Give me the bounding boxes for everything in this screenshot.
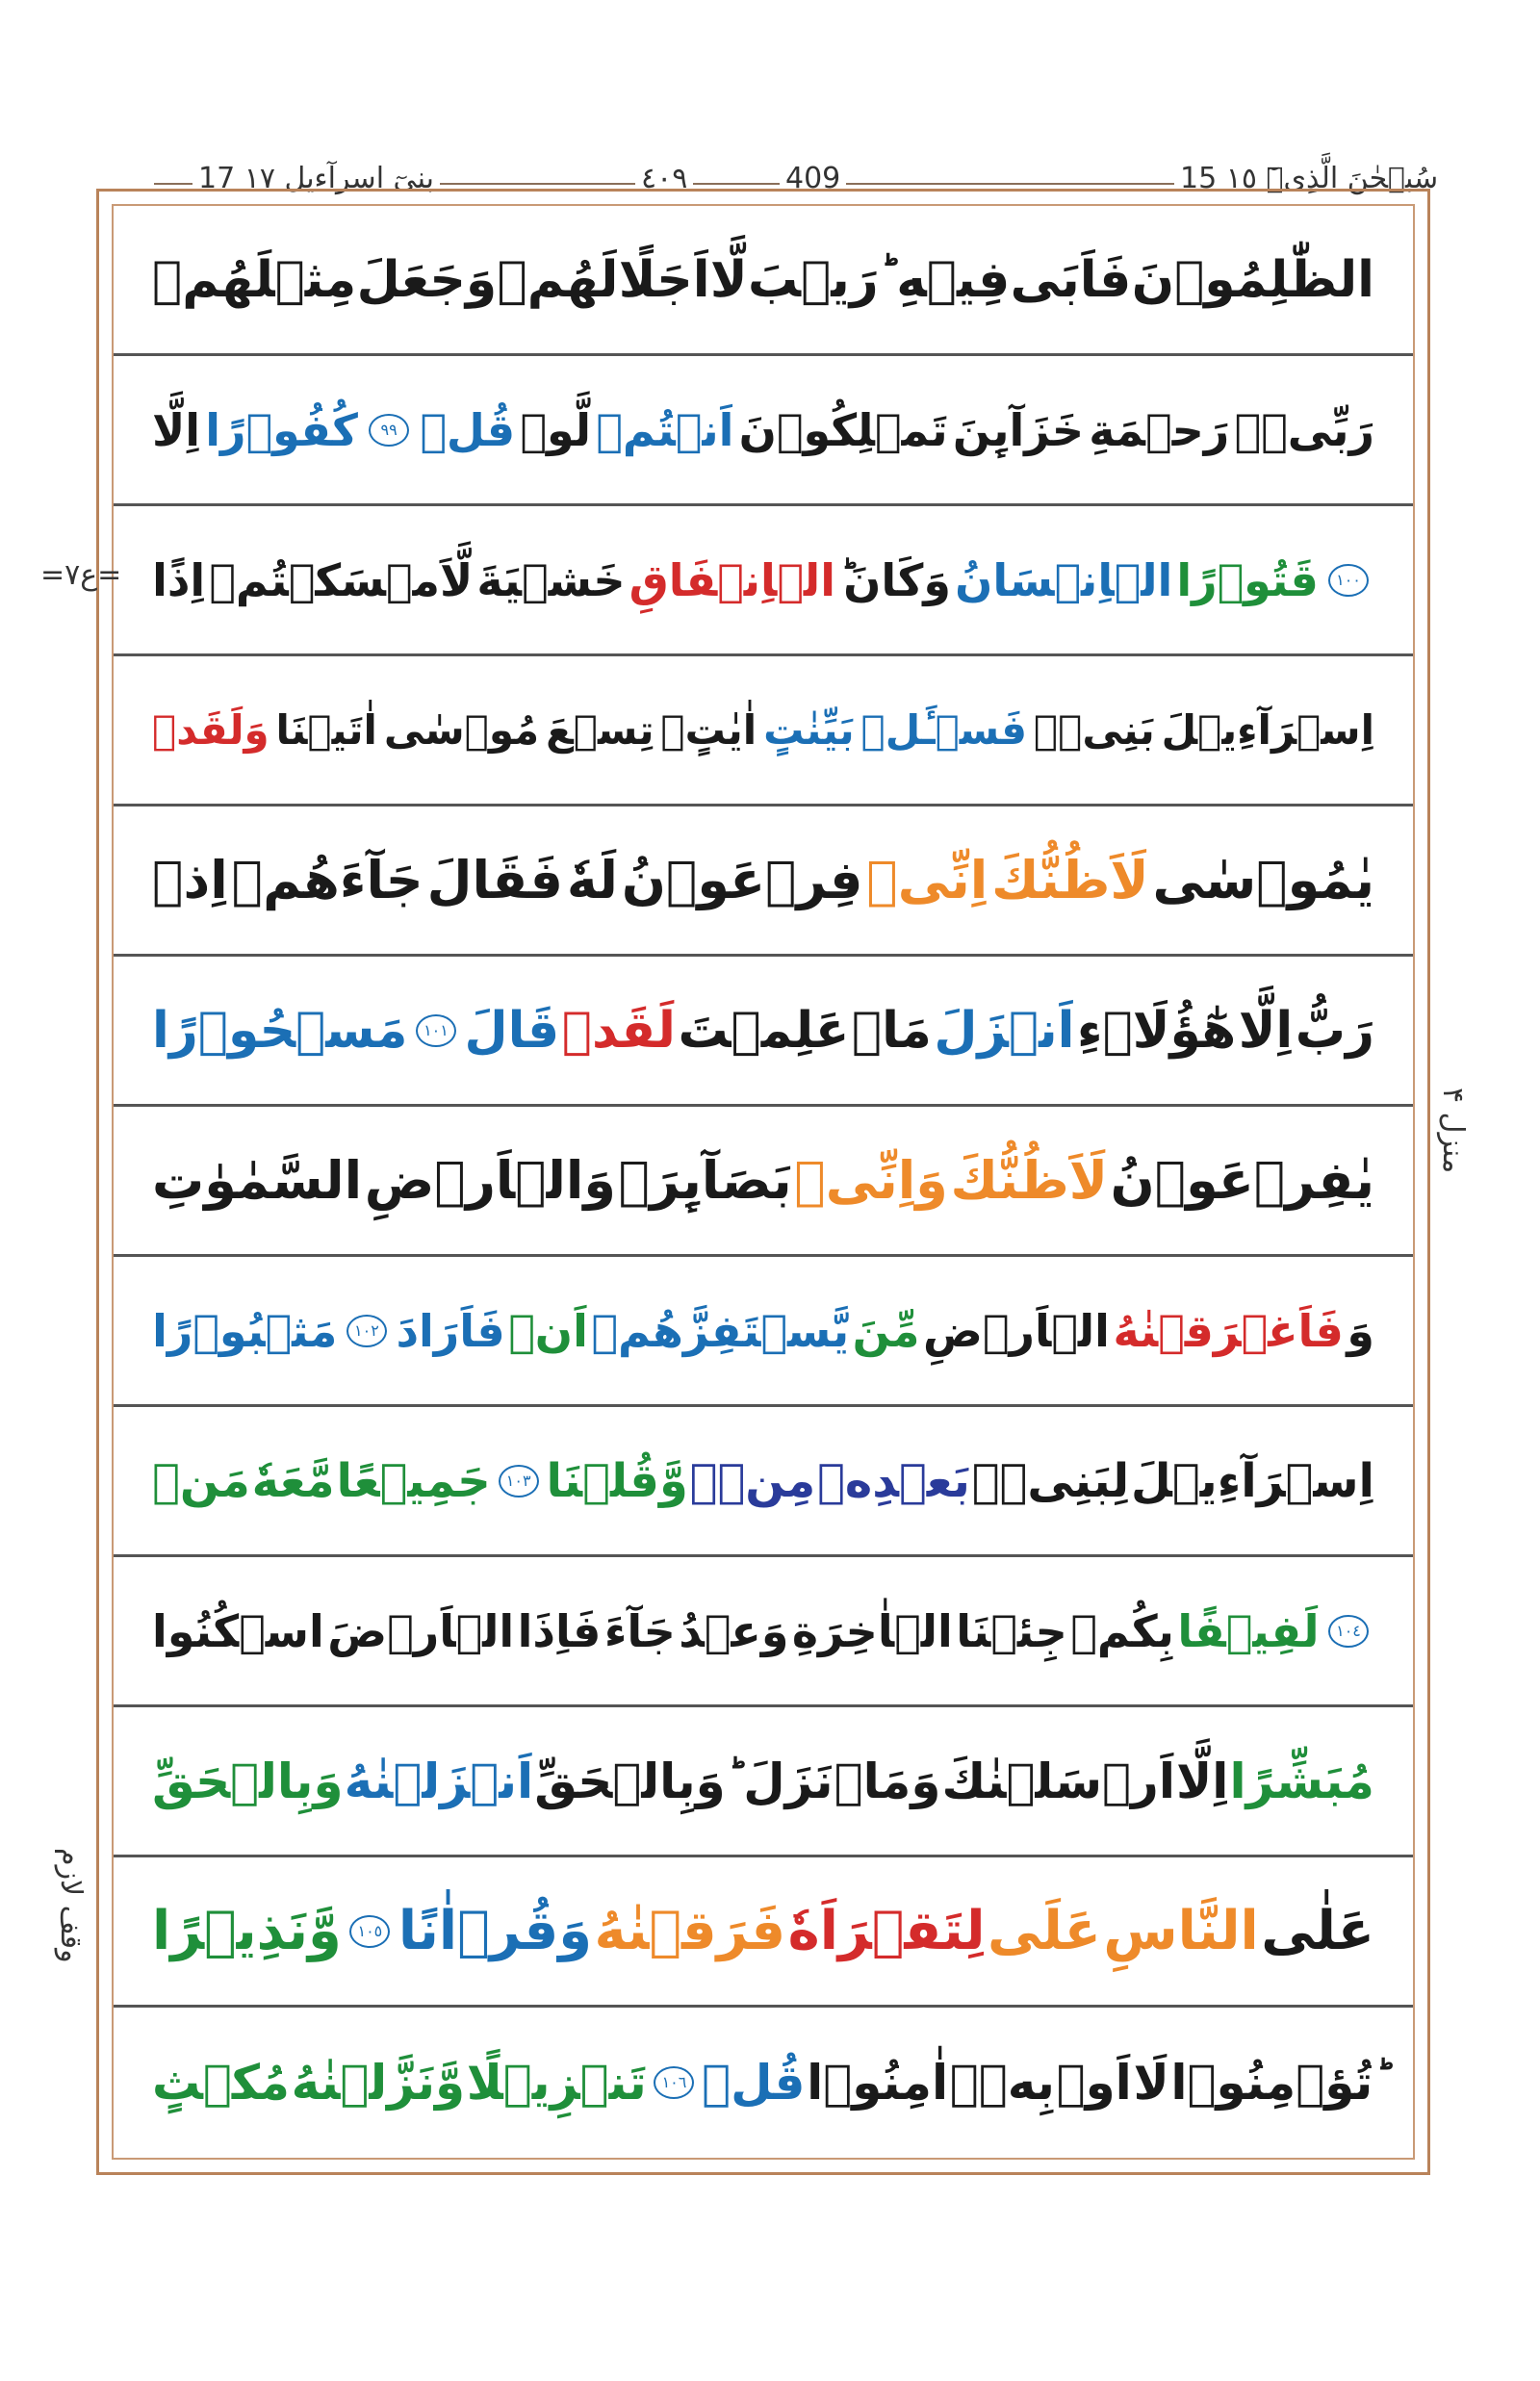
word: مُبَشِّرًا (1229, 1753, 1374, 1809)
word: جَآءَ (603, 1604, 676, 1657)
word: وَقُرۡاٰنًا (398, 1899, 593, 1962)
ruku-marker: =ع٧= (40, 558, 122, 592)
word: اِلَّا (152, 403, 201, 456)
word: مَثۡبُوۡرًا (152, 1304, 338, 1357)
word: فَقَالَ (426, 849, 563, 910)
word: فَاِذَا (517, 1604, 602, 1657)
word: لَا (1133, 2055, 1169, 2111)
page-number: 409 (780, 162, 846, 195)
word: قُلۡ (702, 2055, 806, 2111)
word: مِثۡلَهُمۡ (152, 250, 357, 309)
text-line (114, 1407, 1413, 1557)
word: رَحۡمَةِ (1089, 403, 1230, 456)
word: لِتَقۡرَاَهٗ (787, 1899, 986, 1962)
word: وَّقُلۡنَا (546, 1453, 688, 1508)
word: عَلَى (988, 1899, 1101, 1962)
word: وَكَانَ (843, 553, 952, 606)
word: اِنِّىۡ (866, 849, 988, 910)
word: لَهُمۡ (497, 250, 619, 309)
text-line (114, 1557, 1413, 1707)
word: وَاِنِّىۡ (794, 1149, 948, 1211)
verse-number-marker: ١٠٣ (499, 1465, 539, 1498)
verse-number-marker: ١٠٦ (654, 2066, 694, 2099)
word: تِسۡعَ (546, 705, 654, 754)
page-number-arabic: ٤٠٩ (635, 162, 693, 195)
word: قَالَ (464, 1001, 560, 1060)
waqf-lazim-marker: وقف لازم (54, 1848, 88, 1963)
word: كُفُوۡرًا (205, 403, 358, 456)
word: بِكُمۡ (1070, 1604, 1174, 1657)
word: اَوۡ (1056, 2055, 1132, 2111)
word: مِنۡۢ (689, 1453, 816, 1508)
word: فِرۡعَوۡنُ (621, 849, 863, 910)
word: اٰتَيۡنَا (275, 705, 377, 754)
word: وَجَعَلَ (356, 250, 498, 309)
word: لَّا (709, 250, 748, 309)
word: لَاَظُنُّكَ (950, 1149, 1108, 1211)
word: لَّوۡ (520, 403, 592, 456)
word: يٰمُوۡسٰى (1152, 849, 1374, 910)
word: بَصَآٮِٕرَۚ (618, 1149, 792, 1211)
word: وَّنَذِيۡرًا (152, 1899, 342, 1962)
word: لَفِيۡفًا (1177, 1604, 1320, 1657)
text-line (114, 506, 1413, 656)
word: لَاَظُنُّكَ (991, 849, 1149, 910)
word: رَبُّ (1295, 1001, 1374, 1060)
para-label: 15 سُبۡحٰنَ الَّذِیۡٓ ١٥ (1174, 162, 1444, 195)
word: السَّمٰوٰتِ (152, 1149, 363, 1211)
word: النَّاسِ (1103, 1899, 1259, 1962)
word: فَرَقۡنٰهُ (594, 1899, 786, 1962)
word: اِذۡ (152, 849, 228, 910)
text-line (114, 1857, 1413, 2008)
word: مَسۡحُوۡرًا (152, 1001, 408, 1060)
word: نَزَلَ ؕ (726, 1753, 834, 1809)
word: اِذًا (152, 553, 206, 606)
word: قُلۡ (420, 403, 516, 456)
word: خَزَآٮِٕنَ (952, 403, 1085, 456)
word: وَلَقَدۡ (152, 705, 270, 754)
word: اِسۡرَآءِيۡلَ (1161, 705, 1374, 754)
juz-label: 17 بنیٓ اسرآءیل ١٧ (192, 162, 440, 195)
word: اِلَّا (1176, 1753, 1229, 1809)
word: قَتُوۡرًا (1176, 553, 1319, 606)
word: بَيِّنٰتٍ (763, 705, 855, 754)
verse-number-marker: ١٠٢ (346, 1315, 387, 1347)
text-line (114, 206, 1413, 356)
word: وَعۡدُ (679, 1604, 789, 1657)
word: اٰمِنُوۡا (807, 2055, 949, 2111)
text-line (114, 1707, 1413, 1857)
word: وَ (1347, 1304, 1374, 1357)
word: اَنۡزَلۡنٰهُ (344, 1753, 534, 1809)
text-line (114, 957, 1413, 1107)
verse-number-marker: ١٠٤ (1328, 1615, 1369, 1648)
word: اَنۡتُمۡ (596, 403, 734, 456)
word: هٰٓؤُلَاۤءِ (1076, 1001, 1237, 1060)
word: وَّنَزَّلۡنٰهُ (291, 2055, 466, 2111)
word: لِبَنِىۡۤ (971, 1453, 1130, 1508)
text-line (114, 1257, 1413, 1407)
word: عَلِمۡتَ (678, 1001, 850, 1060)
text-line (114, 356, 1413, 506)
word: وَبِالۡحَقِّ (534, 1753, 726, 1809)
manzil-marker: منزل ۴ (1436, 1088, 1470, 1174)
word: رَيۡبَ (748, 250, 879, 309)
word: جِئۡنَا (956, 1604, 1067, 1657)
word: اَنۡ (508, 1304, 588, 1357)
word: مُكۡثٍ (152, 2055, 290, 2111)
word: وَبِالۡحَقِّ (152, 1753, 344, 1809)
word: عَلٰى (1261, 1899, 1374, 1962)
word: مُوۡسٰى (383, 705, 540, 754)
word: جَمِيۡعًا (336, 1453, 491, 1508)
word: فَاَغۡرَقۡنٰهُ (1113, 1304, 1344, 1357)
word: خَشۡيَةَ (476, 553, 626, 606)
word: اَرۡسَلۡنٰكَ (941, 1753, 1175, 1809)
text-line (114, 2008, 1413, 2158)
word: فِيۡهِ ؕ (879, 250, 1011, 309)
word: فَاَرَادَ (396, 1304, 505, 1357)
word: مِّنَ (852, 1304, 920, 1357)
word: وَمَاۤ (834, 1753, 941, 1809)
text-line (114, 806, 1413, 957)
word: لَّاَمۡسَكۡتُمۡ (209, 553, 474, 606)
word: مَاۤ (851, 1001, 932, 1060)
word: لَهٗ (566, 849, 618, 910)
word: اِلَّا (1238, 1001, 1294, 1060)
verse-number-marker: ١٠٠ (1328, 564, 1369, 597)
word: اَنۡزَلَ (934, 1001, 1075, 1060)
word: مَنۡ (152, 1453, 250, 1508)
word: بَعۡدِهٖ (817, 1453, 970, 1508)
word: وَالۡاَرۡضِ (364, 1149, 616, 1211)
word: فَسۡـَٔلۡ (860, 705, 1028, 754)
word: جَآءَهُمۡ (231, 849, 424, 910)
word: يَّسۡتَفِزَّهُمۡ (591, 1304, 850, 1357)
verse-number-marker: ١٠٥ (349, 1915, 390, 1948)
word: اِسۡرَآءِيۡلَ (1131, 1453, 1374, 1508)
word: اَجَلًا (618, 250, 710, 309)
word: يٰفِرۡعَوۡنُ (1110, 1149, 1374, 1211)
word: الۡاَرۡضَ (327, 1604, 515, 1657)
word: بِهٖۤ (949, 2055, 1055, 2111)
text-line (114, 1107, 1413, 1257)
word: الۡاِنۡفَاقِ (629, 553, 835, 606)
word: رَبِّىۡۤ (1234, 403, 1374, 456)
word: مَّعَهٗ (251, 1453, 335, 1508)
word: فَاَبَى (1010, 250, 1132, 309)
word: تَمۡلِكُوۡنَ (738, 403, 948, 456)
text-line (114, 656, 1413, 806)
word: بَنِىۡۤ (1033, 705, 1155, 754)
verse-number-marker: ٩٩ (369, 414, 409, 447)
word: اٰيٰتٍۢ (660, 705, 757, 754)
word: لَقَدۡ (561, 1001, 676, 1060)
word: الۡاَرۡضِ (923, 1304, 1110, 1357)
word: الظّٰلِمُوۡنَ (1131, 250, 1374, 309)
word: الۡاٰخِرَةِ (791, 1604, 953, 1657)
word: اسۡكُنُوا (152, 1604, 324, 1657)
verse-number-marker: ١٠١ (416, 1014, 456, 1047)
word: الۡاِنۡسَانُ (955, 553, 1173, 606)
word: تَنۡزِيۡلًا (466, 2055, 647, 2111)
word: تُؤۡمِنُوۡا (1170, 2055, 1373, 2111)
